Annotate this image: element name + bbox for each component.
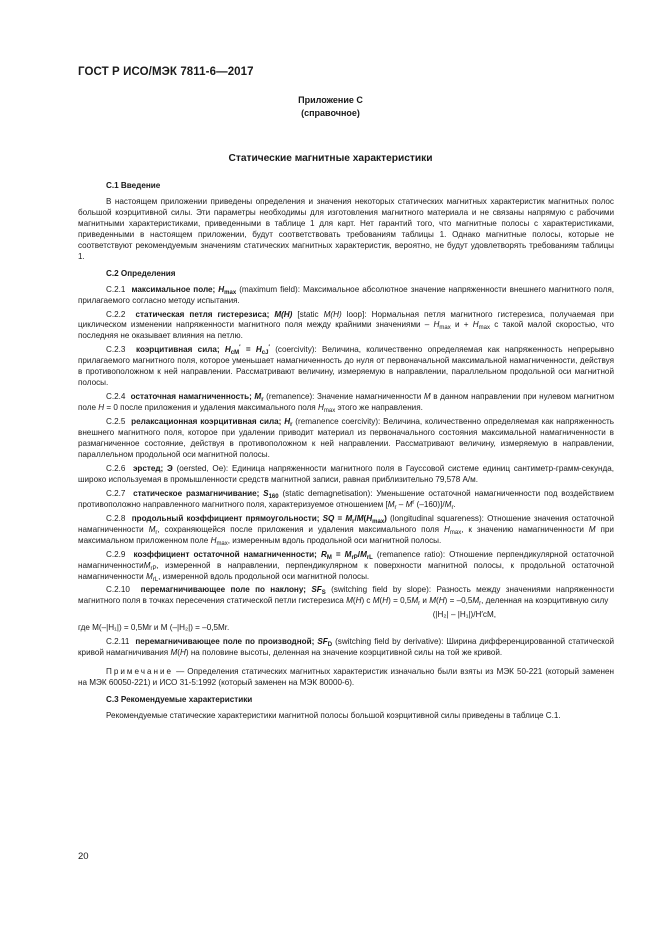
- appendix-status: (справочное): [301, 108, 360, 118]
- formula-where-clause: где M(–|H₁|) = 0,5Mr и M (–|H₂|) = –0,5Mr.: [78, 623, 230, 633]
- appendix-label: Приложение С: [298, 95, 363, 105]
- definition-c2-11: С.2.11 перемагничивающее поле по производной; $SF_D$ (switching field by derivative): Ширина дифференцированной статической кривой намагничивания M(H) на половине высоты, деленная на значение коэрцитивной силы на той же кривой.: [78, 637, 614, 658]
- definition-c2-2: С.2.2 статическая петля гистерезиса; M(H) [static M(H) loop]: Нормальная петля магнитного гистерезиса, получаемая при циклическом изменении напряженности магнитного поля между крайними значениями – $H_{max}$ $и + H_{max}$ с такой малой скоростью, что последняя не оказывает влияния на петлю.: [78, 309, 615, 341]
- definition-c2-4: С.2.4 остаточная намагниченность; $M_r$ (remanence): Значение намагниченности M в данном направлении при нулевом магнитном поле H = 0 после приложения и удаления максимального поля $H_{max}$ этого же направления.: [78, 392, 615, 415]
- definition-c2-7: С.2.7 статическое размагничивание; $S_{160}$ (static demagnetisation): Уменьшение остаточной намагниченности под воздействием противоположно направленного магнитного поля, характеризуемое отношением [$M_r - M^r$ $(-160)]/M_r$.: [78, 488, 614, 511]
- definition-c2-8: С.2.8 продольный коэффициент прямоугольности; SQ = $M_r/M(H_{max})$ (longitudinal squareness): Отношение значения остаточной намагниченности $M_r$, сохраняющейся после приложения и удаления максимального поля $H_{max}$, к значению намагниченности M при максимальном приложенном поле $H_{max}$, измеренным вдоль продольной оси магнитной полосы.: [78, 513, 614, 547]
- recommended-paragraph: Рекомендуемые статические характеристики магнитной полосы большой коэрцитивной силы приведены в таблице С.1.: [106, 711, 561, 721]
- definition-c2-1: С.2.1 максимальное поле; $H_{max}$ (maximum field): Максимальное абсолютное значение напряженности внешнего магнитного поля, прилагаемого согласно методу испытания.: [78, 284, 614, 305]
- definition-c2-3: С.2.3 коэрцитивная сила; $H_{cM}' = H_{cJ}'$ (coercivity): Величина, количественно определяемая как напряженность непрерывно прилагаемого магнитного поля, которое уменьшает намагниченность до нуля от первоначальной максимальной намагниченности, действуя в противоположном к ней направлении. Рассматривают величину, измеряемую в направлении, параллельном продольной оси магнитной полосы.: [78, 345, 615, 388]
- page-title: Статические магнитные характеристики: [228, 153, 433, 164]
- definition-c2-5: С.2.5 релаксационная коэрцитивная сила; $H_r$ (remanence coercivity): Величина, количественно определяемая как напряженность внешнего магнитного поля, которое при удалении приводит материал из первоначального состояния максимальной намагниченности в размагниченное состояние, действуя в противоположном к ней направлении. Рассматривают величину, измеряемую в направлении, параллельном продольной оси магнитной полосы.: [78, 417, 614, 459]
- section-heading-c1: С.1 Введение: [106, 181, 161, 190]
- definition-c2-6: С.2.6 эрстед; Э (oersted, Oe): Единица напряженности магнитного поля в Гауссовой системе единиц сантиметр-грамм-секунда, широко используемая в промышленности средств магнитной записи, равная приблизительно 79,578 А/м.: [78, 463, 615, 484]
- formula-switching-field: (|H₂| – |H₁|)/H′cM,: [432, 610, 496, 620]
- definition-c2-10: С.2.10 перемагничивающее поле по наклону; $SF_S$ (switching field by slope): Разность между значениями напряженности магнитного поля в точках пересечения статической петли гистерезиса M(H) с $M(H) = 0,5M_r$ и $M(H) = -0,5M_r$, деленная на коэрцитивную силу: [78, 585, 614, 608]
- page-number: 20: [78, 851, 89, 862]
- note-paragraph: Примечание — Определения статических магнитных характеристик изначально были взяты из МЭК 50-221 (который заменен на МЭК 60050-221) и ИСО 31-5:1992 (который заменен на МЭК 80000-6).: [78, 667, 614, 688]
- section-heading-c2: С.2 Определения: [106, 268, 176, 278]
- intro-paragraph: В настоящем приложении приведены определения и значения некоторых статических магнитных характеристик магнитных полос большой коэрцитивной силы. Эти параметры необходимы для изготовления магнитного материала и не связаны напрямую с рабочими магнитными характеристиками, приведенными в таблице 1 для карт. Нет гарантий того, что магнитные полосы с характеристиками, приведенными в настоящем приложении, будут соответствовать требованиям таблицы 1. Однако магнитные полосы, которые не соответствуют рекомендуемым значениям статических магнитных характеристик, вероятно, не будут удовлетворять требованиям таблицы 1.: [78, 196, 614, 261]
- definition-c2-9: С.2.9 коэффициент остаточной намагниченности; $R_M = M_{rP}/M_{rL}$ (remanence ratio): Отношение перпендикулярной остаточной намагниченностиM$_{rP}$, измеренной в направлении, перпендикулярном к поверхности магнитной полосы, к продольной остаточной намагниченности $M_{rL}$, измеренной вдоль продольной оси магнитной полосы.: [78, 549, 615, 583]
- section-heading-c3: С.3 Рекомендуемые характеристики: [106, 695, 253, 705]
- document-body: [78, 181, 614, 722]
- standard-header: ГОСТ Р ИСО/МЭК 7811-6—2017: [78, 66, 254, 78]
